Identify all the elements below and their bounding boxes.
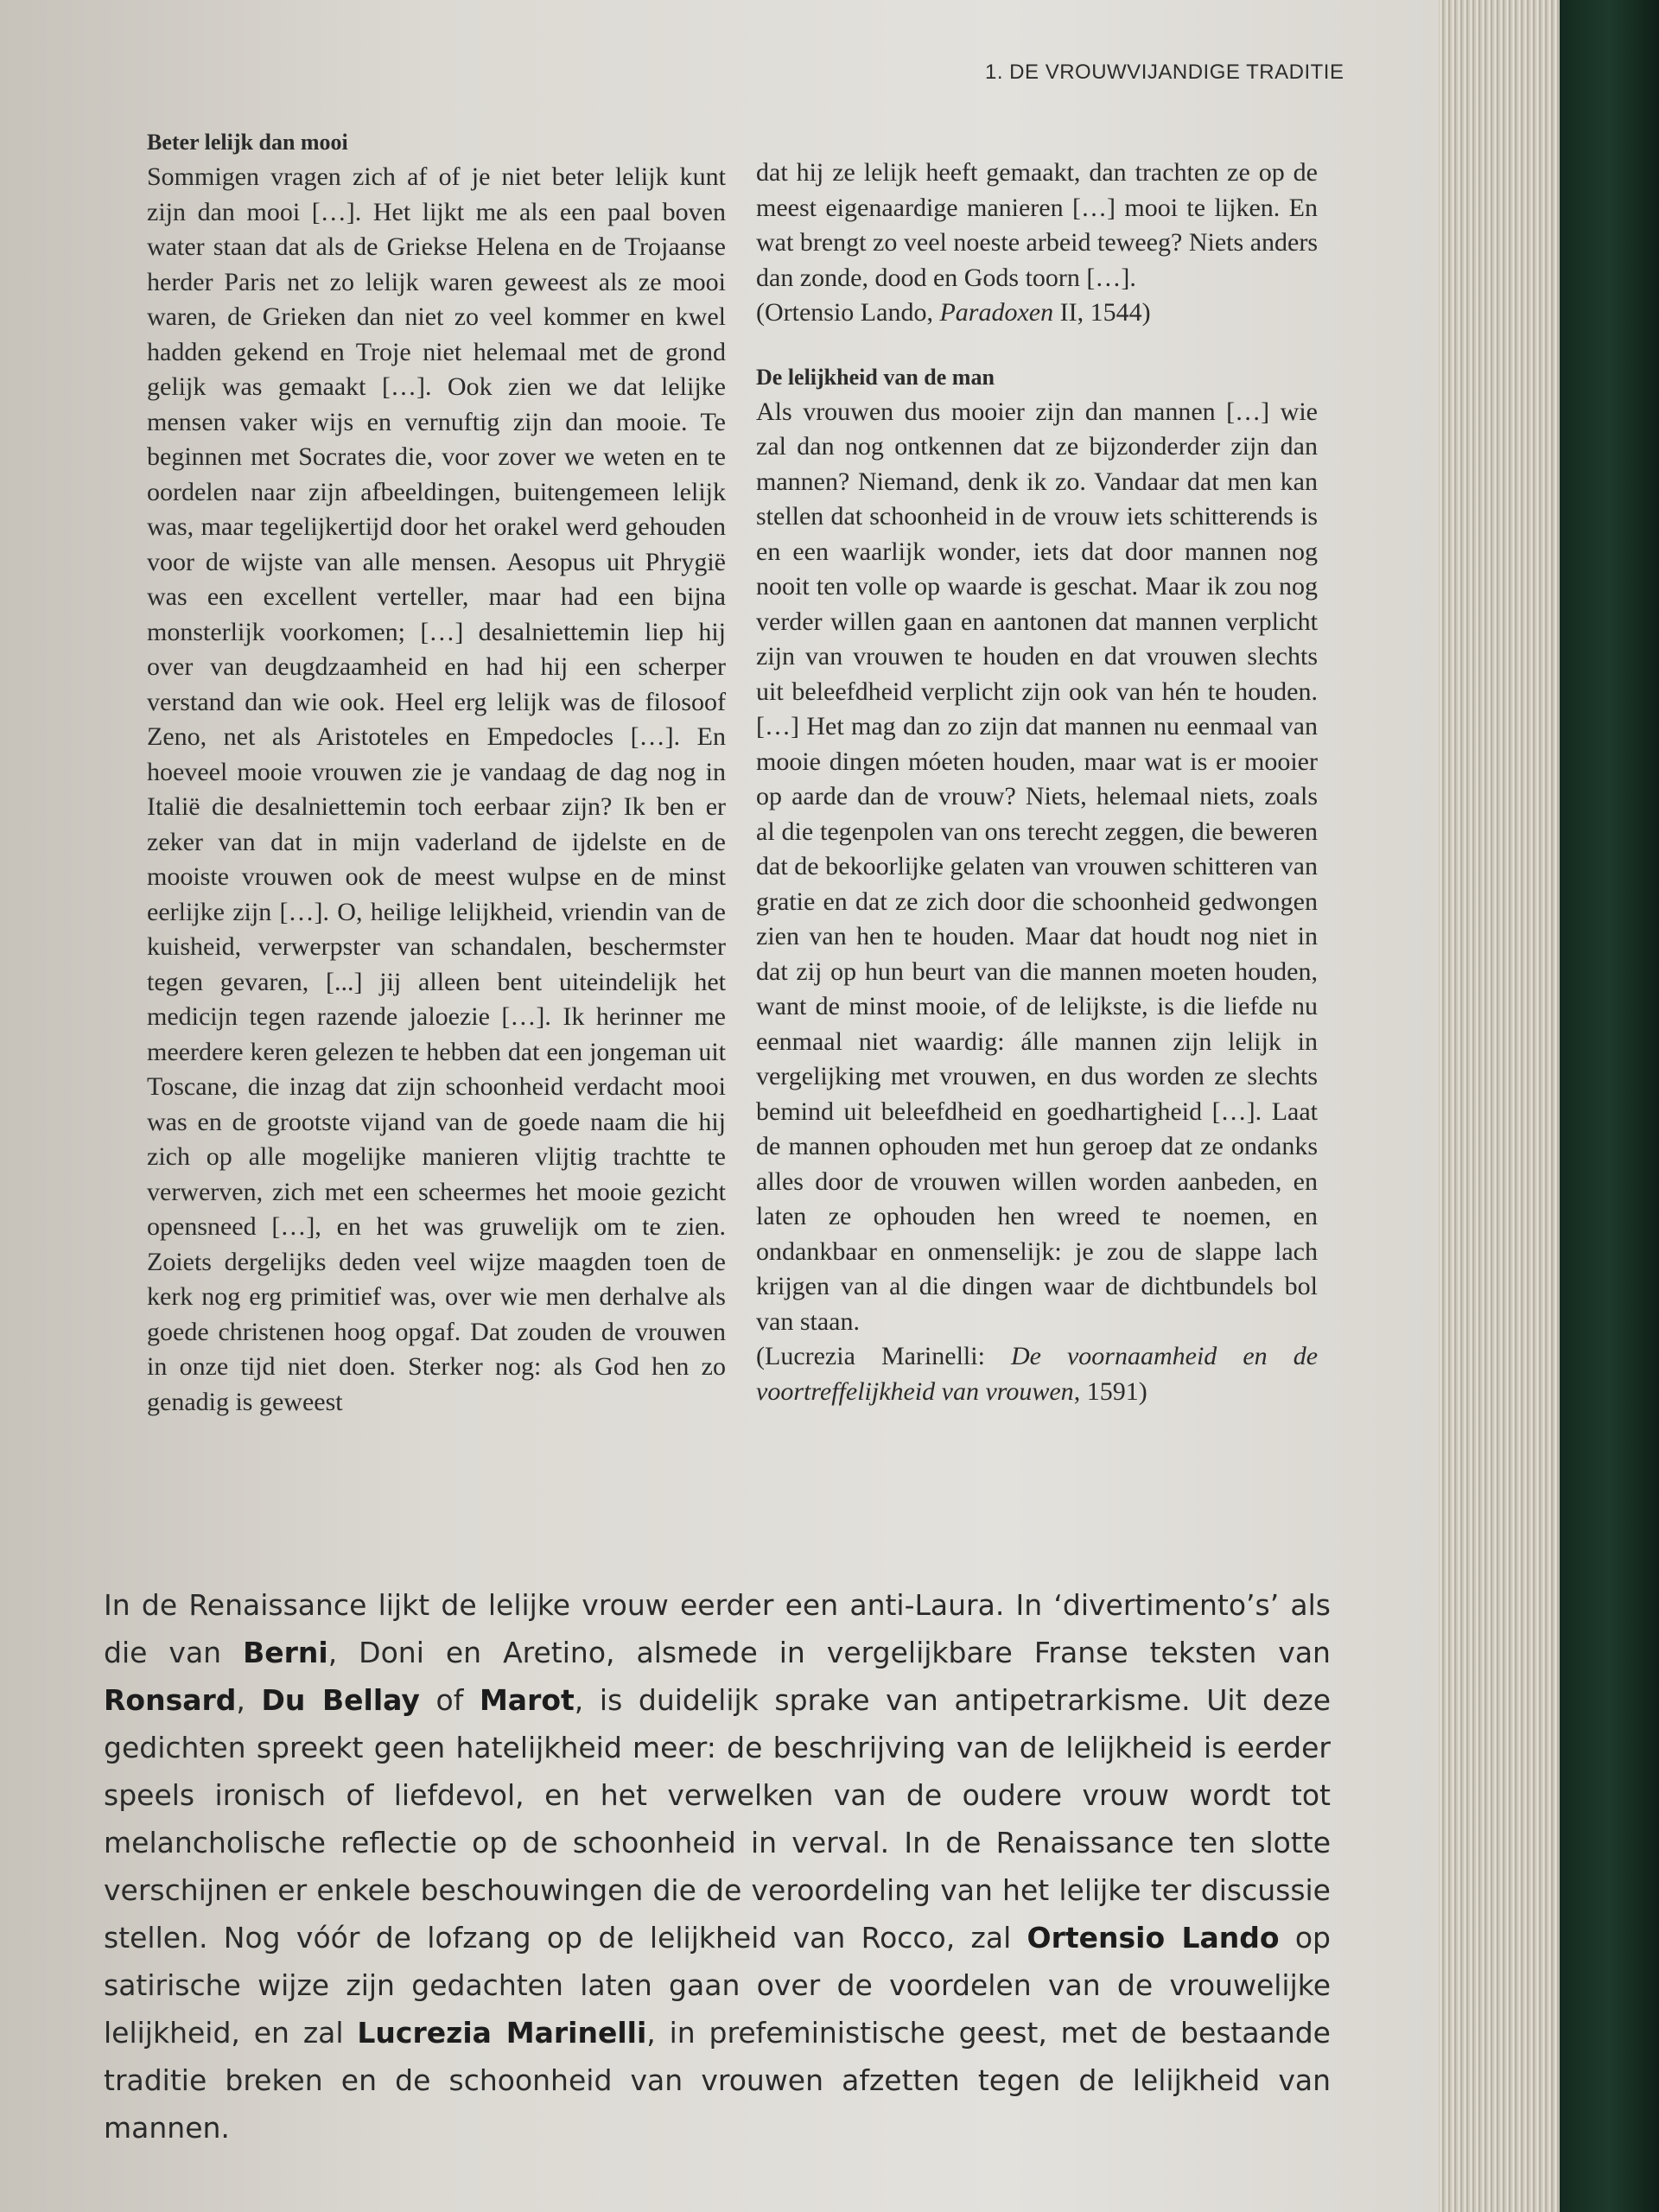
citation-lando: (Ortensio Lando, Paradoxen II, 1544) [756, 298, 1151, 327]
quote-heading-left: Beter lelijk dan mooi [147, 130, 348, 155]
quote-body-right: Als vrouwen dus mooier zijn dan mannen […] wie zal dan nog ontkennen dat ze bijzonderder zijn dan mannen? Niemand, denk ik zo. Vandaar dat men kan stellen dat schoonheid in de vrouw iets schitterends is en een waarlijk wonder, iets dat door mannen nog nooit ten volle op waarde is geschat. Maar ik zou nog verder willen gaan en aantonen dat mannen verplicht zijn van vrouwen te houden en dat vrouwen slechts uit beleefdheid verplicht zijn ook van hén te houden. […] Het mag dan zo zijn dat mannen nu eenmaal van mooie dingen móeten houden, maar wat is er mooier op aarde dan de vrouw? Niets, helemaal niets, zoals al die tegenpolen van ons terecht zeggen, die beweren dat de bekoorlijke gelaten van vrouwen schitteren van gratie en dat ze zich door die schoonheid gedwongen zien van hen te houden. Maar dat houdt nog niet in dat zij op hun beurt van die mannen moeten houden, want de minst mooie, of de lelijkste, is die liefde nu eenmaal niet waardig: álle mannen zijn lelijk in vergelijking met vrouwen, en dus worden ze slechts bemind uit beleefdheid en goedhartigheid […]. Laat de mannen ophouden met hun geroep dat ze ondanks alles door de vrouwen willen worden aanbeden, en laten ze ophouden hen wreed te noemen, en ondankbaar en onmenselijk: je zou de slappe lach krijgen van al die dingen waar de dichtbundels bol van staan. [756, 397, 1318, 1336]
name-lucrezia-marinelli: Lucrezia Marinelli [357, 2016, 647, 2050]
quote-body-left: Sommigen vragen zich af of je niet beter lelijk kunt zijn dan mooi […]. Het lijkt me als een paal boven water staan dat als de Griekse Helena en de Trojaanse herder Paris net zo lelijk waren geweest als ze mooi waren, de Grieken dan niet zo veel kommer en kwel hadden gekend en Troje niet helemaal met de grond gelijk was gemaakt […]. Ook zien we dat lelijke mensen vaker wijs en vernuftig zijn dan mooie. Te beginnen met Socrates die, voor zover we weten en te oordelen naar zijn afbeeldingen, buitengemeen lelijk was, maar tegelijkertijd door het orakel werd gehouden voor de wijste van alle mensen. Aesopus uit Phrygië was een excellent verteller, maar had een bijna monsterlijk voorkomen; […] desalniettemin liep hij over van deugdzaamheid en had hij een scherper verstand dan wie ook. Heel erg lelijk was de filosoof Zeno, net als Aristoteles en Empedocles […]. En hoeveel mooie vrouwen zie je vandaag de dag nog in Italië die desalniettemin toch eerbaar zijn? Ik ben er zeker van dat in mijn vaderland de ijdelste en de mooiste vrouwen ook de meest wulpse en de minst eerlijke zijn […]. O, heilige lelijkheid, vriendin van de kuisheid, verwerpster van schandalen, beschermster tegen gevaren, [...] jij alleen bent uiteindelijk het medicijn tegen razende jaloezie […]. Ik herinner me meerdere keren gelezen te hebben dat een jongeman uit Toscane, die inzag dat zijn schoonheid verdacht mooi was en de grootste vijand van de goede naam die hij zich op alle mogelijke manieren vlijtig trachtte te verwerven, zich met een scheermes het mooie gezicht opensneed […], en het was gruwelijk om te zien. Zoiets dergelijks deden veel wijze maagden toen de kerk nog erg primitief was, over wie men derhalve als goede christenen hoog opgaf. Dat zouden de vrouwen in onze tijd niet doen. Sterker nog: als God hen zo genadig is geweest [147, 162, 726, 1416]
quote-column-right [756, 156, 1318, 1409]
page-edges [1439, 0, 1560, 2212]
quote-continuation: dat hij ze lelijk heeft gemaakt, dan trachten ze op de meest eigenaardige manieren […] mooi te lijken. En wat brengt zo veel noeste arbeid teweeg? Niets anders dan zonde, dood en Gods toorn […]. [756, 158, 1318, 292]
quote-column-left [147, 125, 726, 1420]
name-marot: Marot [479, 1683, 575, 1717]
citation-marinelli: (Lucrezia Marinelli: De voornaamheid en de voortreffelijkheid van vrouwen, 1591) [756, 1342, 1319, 1406]
name-berni: Berni [243, 1636, 328, 1669]
name-du-bellay: Du Bellay [261, 1683, 420, 1717]
main-paragraph: In de Renaissance lijkt de lelijke vrouw eerder een anti-Laura. In ‘divertimento’s’ als die van Berni, Doni en Aretino, alsmede in vergelijkbare Franse teksten van Ronsard, Du Bellay of Marot, is duidelijk sprake van antipetrarkisme. Uit deze gedichten spreekt geen hatelijkheid meer: de beschrijving van de lelijkheid is eerder speels ironisch of liefdevol, en het verwelken van de oudere vrouw wordt tot melancholische reflectie op de schoonheid in verval. In de Renaissance ten slotte verschijnen er enkele beschouwingen die de veroordeling van het lelijke ter discussie stellen. Nog vóór de lofzang op de lelijkheid van Rocco, zal Ortensio Lando op satirische wijze zijn gedachten laten gaan over de voordelen van de vrouwelijke lelijkheid, en zal Lucrezia Marinelli, in prefeministische geest, met de bestaande traditie breken en de schoonheid van vrouwen afzetten tegen de lelijkheid van mannen. [104, 1588, 1331, 2145]
name-ortensio-lando: Ortensio Lando [1027, 1921, 1280, 1955]
book-cover-edge [1560, 0, 1659, 2212]
name-ronsard: Ronsard [104, 1683, 237, 1717]
running-head: 1. DE VROUWVIJANDIGE TRADITIE [985, 60, 1344, 84]
quote-heading-right: De lelijkheid van de man [756, 364, 995, 390]
